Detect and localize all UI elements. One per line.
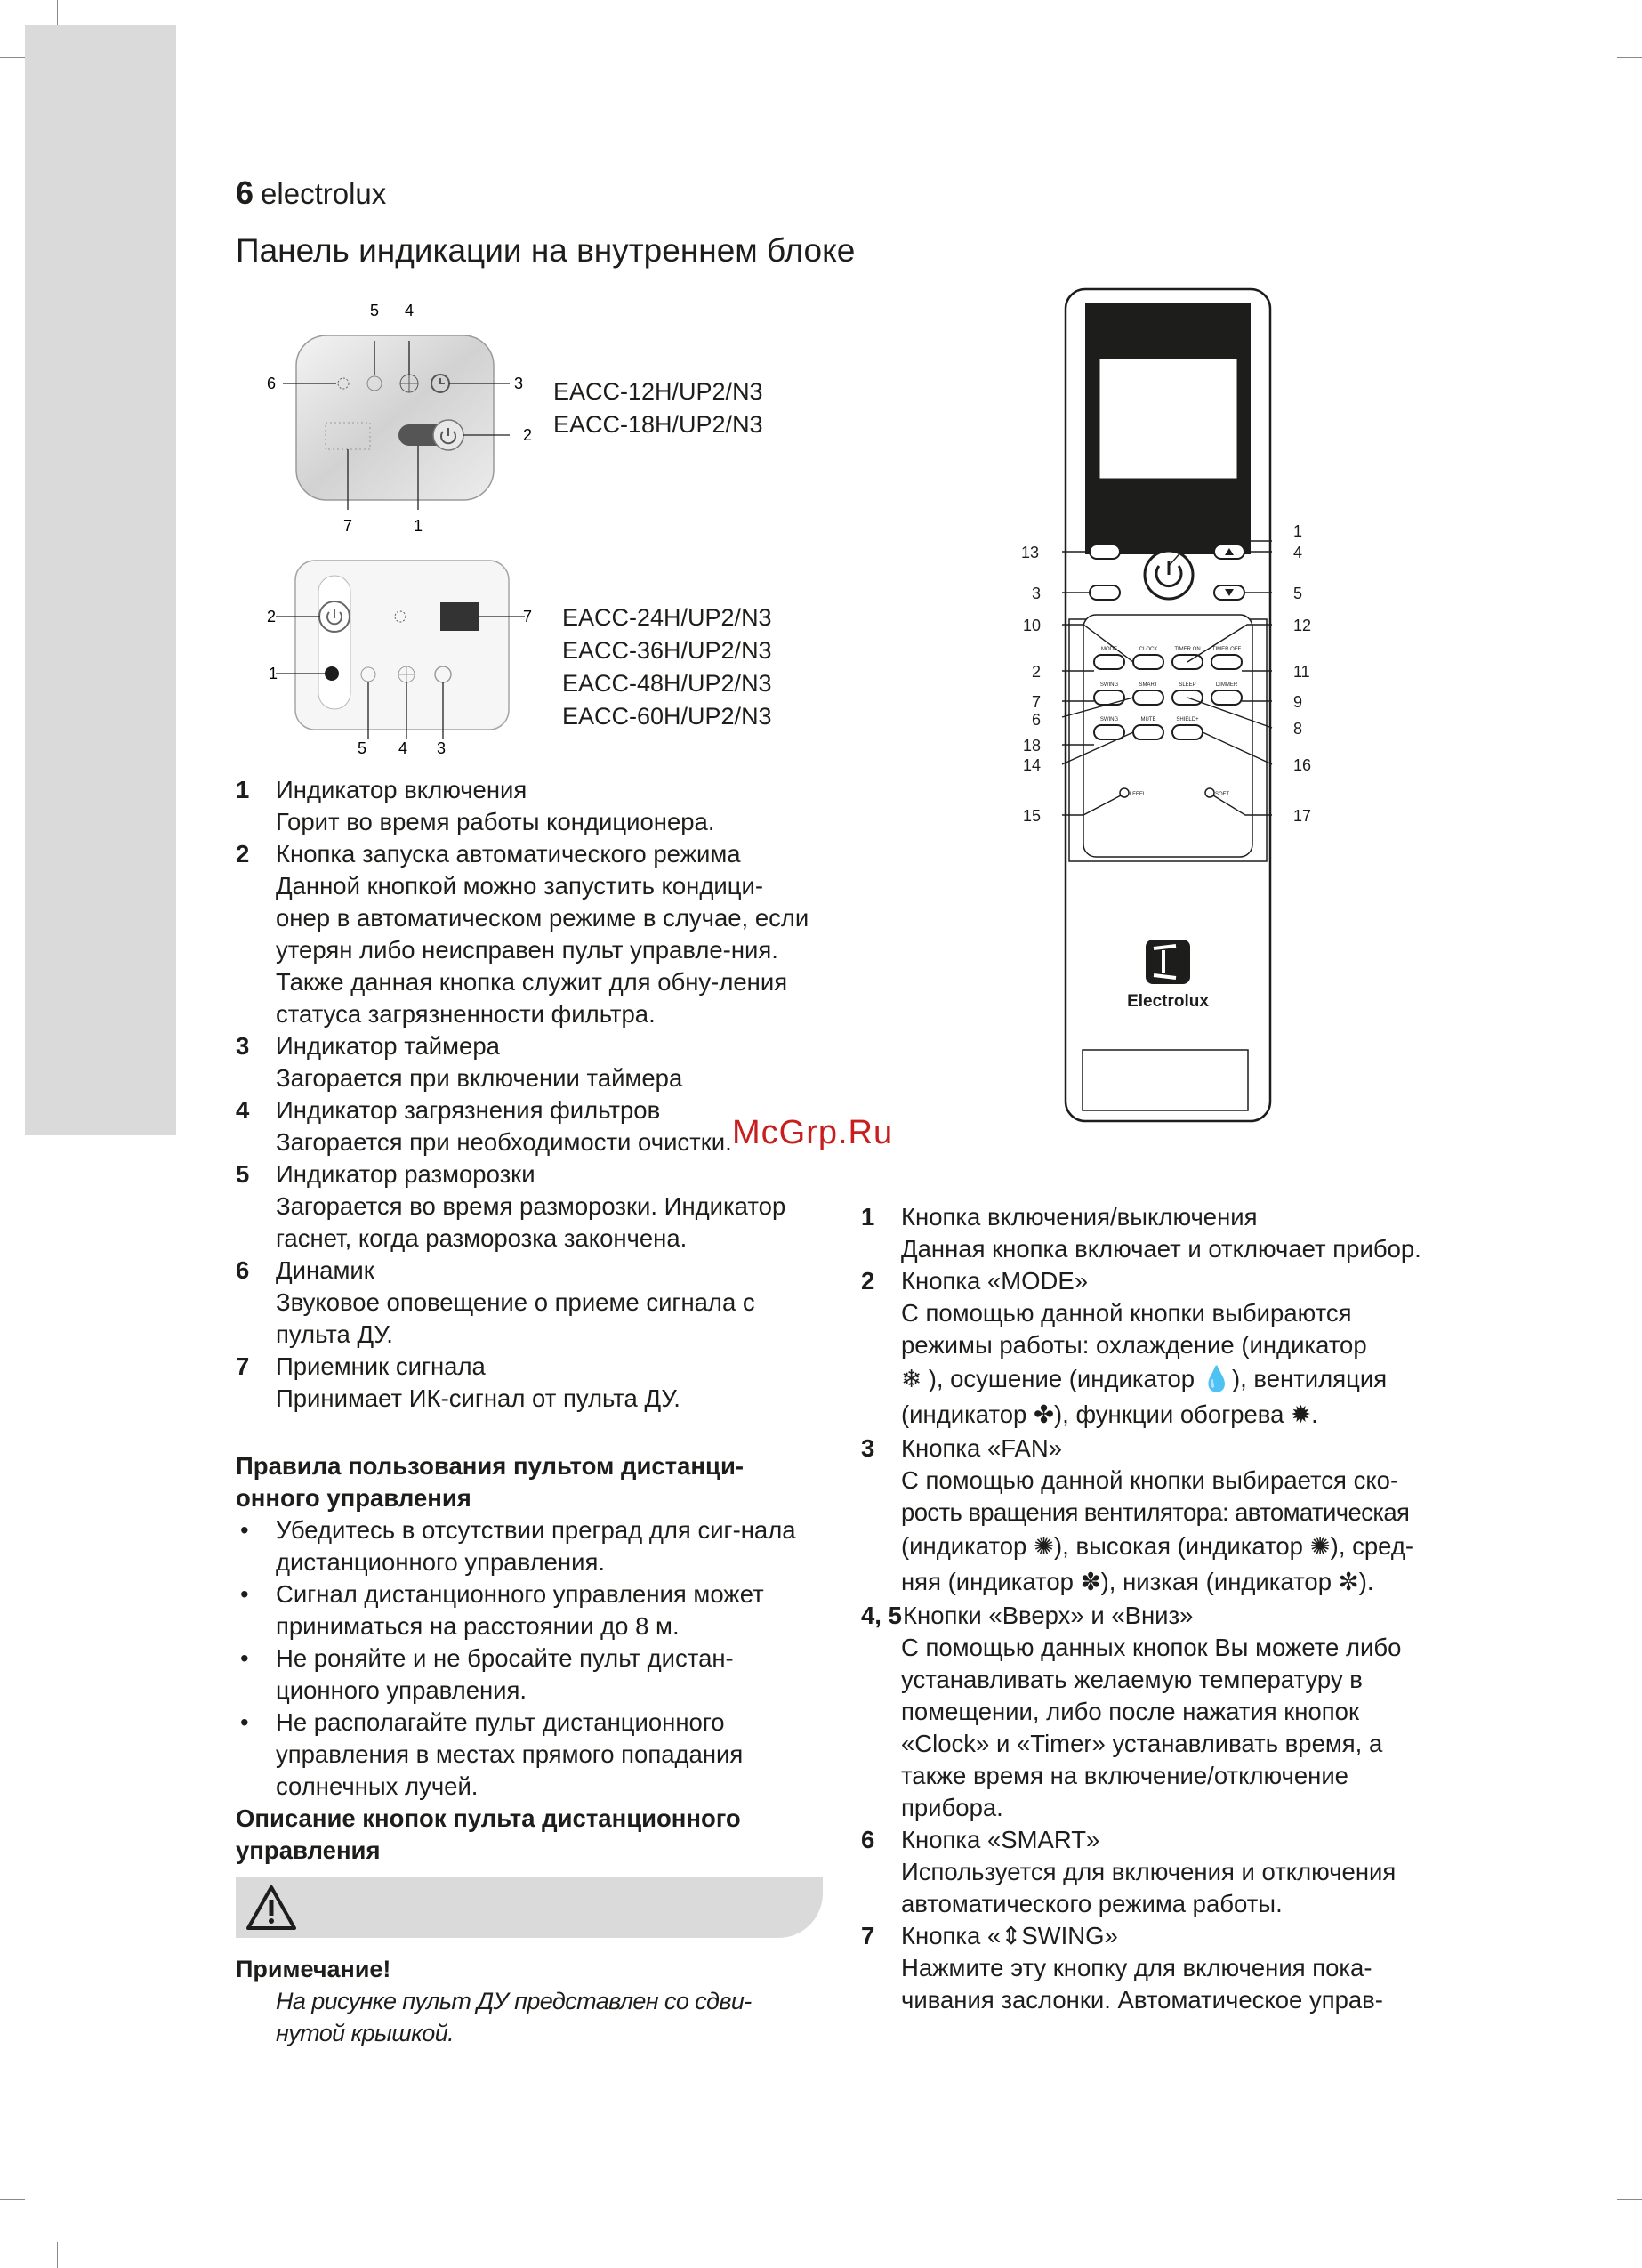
callout-6: 6 [1032, 711, 1042, 729]
note-section [236, 1953, 774, 2049]
rules-heading: Правила пользования пультом дистанци-онного управления [236, 1452, 745, 1512]
model-list-large [562, 601, 772, 733]
callout-2: 2 [1032, 663, 1042, 681]
drop-icon: 💧 [1201, 1365, 1232, 1392]
crop-mark [1617, 2199, 1642, 2200]
list-item: 2 Кнопка «MODE» С помощью данной кнопки выбираются режимы работы: охлаждение (индикатор ❄ ), осушение (индикатор 💧), вентиляция (индикатор ✤), функции обогрева ✹. [861, 1267, 1388, 1428]
rules-section [236, 1450, 823, 1867]
crop-mark [0, 2199, 25, 2200]
list-item: 5 Индикатор разморозки Загорается во время разморозки. Индикатор гаснет, когда разморозка закончена. [236, 1160, 786, 1252]
svg-text:SLEEP: SLEEP [1179, 682, 1196, 688]
model-item: EACC-36H/UP2/N3 [562, 637, 772, 664]
model-item: EACC-12H/UP2/N3 [553, 378, 763, 405]
callout-6: 6 [267, 375, 277, 392]
callout-1: 1 [269, 665, 278, 682]
callout-7: 7 [1032, 693, 1042, 711]
callout-16: 16 [1293, 756, 1312, 774]
fan-button [1090, 585, 1120, 600]
fan-low-icon: ✼ [1338, 1568, 1359, 1595]
svg-text:DIMMER: DIMMER [1215, 682, 1238, 688]
watermark: McGrp.Ru [732, 1114, 894, 1151]
fan-icon: ✤ [1033, 1400, 1055, 1428]
list-item: 1 Индикатор включения Горит во время работы кондиционера. [236, 776, 715, 835]
svg-text:I FEEL: I FEEL [1129, 792, 1147, 797]
callout-1: 1 [414, 517, 423, 535]
model-item: EACC-48H/UP2/N3 [562, 670, 772, 697]
button-list [861, 1201, 1475, 2016]
list-item: • Убедитесь в отсутствии преград для сиг-нала дистанционного управления. [240, 1516, 796, 1576]
model-item: EACC-60H/UP2/N3 [562, 703, 772, 730]
note-text: На рисунке пульт ДУ представлен со сдви-нутой крышкой. [276, 1988, 752, 2046]
model-item: EACC-18H/UP2/N3 [553, 411, 763, 438]
mute-button [1133, 725, 1163, 739]
svg-text:TIMER ON: TIMER ON [1174, 647, 1201, 652]
callout-3: 3 [514, 375, 524, 392]
page-header [236, 174, 386, 212]
callout-3: 3 [1032, 585, 1042, 602]
list-item: 2 Кнопка запуска автоматического режима Данной кнопкой можно запустить кондици-онер в автоматическом режиме в случае, если утерян либо неисправен пульт управле-ния. Также данная кнопка служит для обну-ления статуса загрязненности фильтра. [236, 840, 809, 1028]
sun-icon: ✹ [1291, 1400, 1312, 1428]
fan-auto-icon: ✺ [1033, 1532, 1055, 1560]
swing-v-button [1094, 690, 1124, 705]
snowflake-icon: ❄ [901, 1365, 922, 1392]
fan-high-icon: ✺ [1309, 1532, 1331, 1560]
callout-4: 4 [1293, 544, 1303, 561]
callout-4: 4 [398, 739, 408, 757]
callout-12: 12 [1293, 617, 1312, 634]
battery-cover [1083, 1050, 1248, 1110]
callout-8: 8 [1293, 720, 1303, 738]
crop-mark [57, 2242, 58, 2268]
swing-h-button [1094, 725, 1124, 739]
crop-mark [57, 0, 58, 25]
list-item: • Не располагайте пульт дистанционного управления в местах прямого попадания солнечных лучей. [240, 1708, 744, 1800]
svg-text:SMART: SMART [1139, 682, 1158, 688]
timer-off-button [1211, 655, 1242, 669]
button-13 [1090, 545, 1120, 559]
callout-14: 14 [1023, 756, 1042, 774]
callout-9: 9 [1293, 693, 1303, 711]
page-number: 6 [236, 174, 254, 211]
callout-5: 5 [358, 739, 367, 757]
callout-2: 2 [523, 426, 533, 444]
ifeel-button [1120, 788, 1129, 797]
model-list-small [553, 375, 763, 441]
list-item: • Сигнал дистанционного управления может приниматься на расстоянии до 8 м. [240, 1580, 764, 1640]
list-item: 4, 5 Кнопки «Вверх» и «Вниз» С помощью данных кнопок Вы можете либо устанавливать желаемую температуру в помещении, либо после нажатия кнопок «Clock» и «Timer» устанавливать время, а также время на включение/отключение прибора. [861, 1602, 1402, 1821]
callout-5: 5 [370, 302, 380, 319]
list-item: 7 Кнопка «⇕SWING» Нажмите эту кнопку для включения пока-чивания заслонки. Автоматическое управ- [861, 1922, 1383, 2014]
svg-text:TIMER OFF: TIMER OFF [1211, 647, 1242, 652]
svg-text:CLOCK: CLOCK [1139, 647, 1158, 652]
indoor-panel-large-diagram [258, 556, 560, 765]
remote-control-diagram [1014, 283, 1334, 1128]
callout-2: 2 [267, 608, 277, 626]
warning-icon [245, 1884, 298, 1932]
panel-body [296, 335, 494, 500]
callout-7: 7 [343, 517, 353, 535]
crop-mark [0, 57, 25, 58]
list-item: 3 Кнопка «FAN» С помощью данной кнопки выбирается ско- рость вращения вентилятора: автоматическая (индикатор ✺), высокая (индикатор ✺), сред- няя (индикатор ✽), низкая (индикатор ✼). [861, 1434, 1414, 1595]
callout-10: 10 [1023, 617, 1042, 634]
note-label: Примечание! [236, 1956, 391, 1982]
mode-button [1094, 655, 1124, 669]
callout-15: 15 [1023, 807, 1042, 825]
model-item: EACC-24H/UP2/N3 [562, 604, 772, 631]
smart-button [1133, 690, 1163, 705]
display-window [440, 602, 479, 631]
clock-button [1133, 655, 1163, 669]
callout-11: 11 [1293, 663, 1310, 681]
button-track [318, 576, 350, 709]
brand-name: electrolux [261, 177, 387, 210]
indicator-list [236, 774, 832, 1415]
callout-3: 3 [437, 739, 447, 757]
soft-button [1205, 788, 1214, 797]
list-item: • Не роняйте и не бросайте пульт дистан-ционного управления. [240, 1644, 734, 1704]
swing-arrow-icon: ⇕ [1001, 1922, 1022, 1949]
indoor-panel-small-diagram [256, 298, 550, 538]
warning-bar [236, 1877, 823, 1938]
list-item: 7 Приемник сигнала Принимает ИК-сигнал от пульта ДУ. [236, 1352, 680, 1412]
crop-mark [1617, 57, 1642, 58]
lcd-screen [1099, 359, 1237, 479]
callout-5: 5 [1293, 585, 1303, 602]
callout-13: 13 [1021, 544, 1040, 561]
power-indicator-led [325, 666, 339, 681]
list-item: 6 Кнопка «SMART» Используется для включения и отключения автоматического режима работы. [861, 1826, 1397, 1917]
svg-text:SWING: SWING [1099, 682, 1119, 688]
list-item: 1 Кнопка включения/выключения Данная кнопка включает и отключает прибор. [861, 1203, 1421, 1263]
svg-text:MUTE: MUTE [1140, 717, 1156, 722]
callout-1: 1 [1293, 522, 1303, 540]
remote-brand: Electrolux [1127, 992, 1209, 1011]
buttons-heading: Описание кнопок пульта дистанционного управления [236, 1804, 741, 1864]
callout-7: 7 [523, 608, 533, 626]
svg-text:SWING: SWING [1099, 717, 1119, 722]
svg-text:SHIELD+: SHIELD+ [1176, 717, 1199, 722]
list-item: 4 Индикатор загрязнения фильтров Загорается при необходимости очистки. [236, 1096, 732, 1156]
svg-text:SOFT: SOFT [1215, 792, 1229, 797]
dimmer-button [1211, 690, 1242, 705]
list-item: 6 Динамик Звуковое оповещение о приеме сигнала с пульта ДУ. [236, 1256, 755, 1348]
callout-17: 17 [1293, 807, 1312, 825]
list-item: 3 Индикатор таймера Загорается при включении таймера [236, 1032, 683, 1092]
side-tab [25, 25, 176, 1135]
health-button [1172, 725, 1203, 739]
fan-medium-icon: ✽ [1080, 1568, 1101, 1595]
callout-4: 4 [405, 302, 415, 319]
section-title: Панель индикации на внутреннем блоке [236, 232, 856, 269]
callout-18: 18 [1023, 737, 1042, 755]
svg-text:MODE: MODE [1101, 647, 1117, 652]
